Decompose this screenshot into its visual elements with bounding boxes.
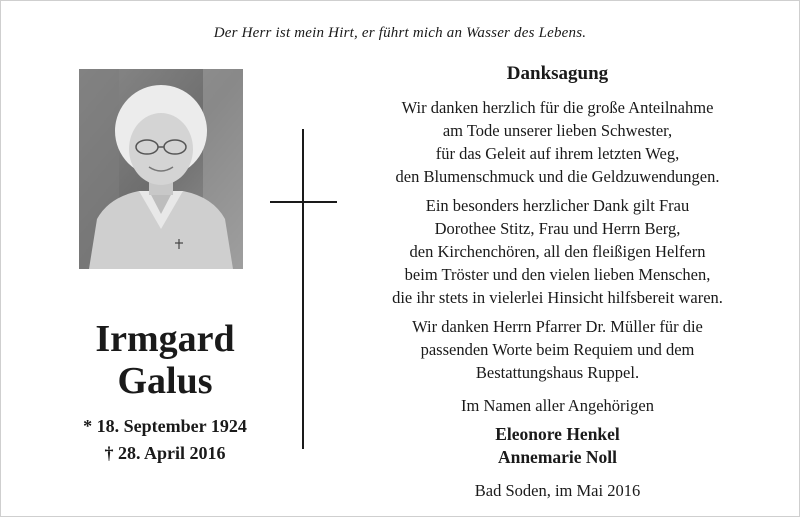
thanks-heading: Danksagung <box>506 63 609 84</box>
paragraph-line: für das Geleit auf ihrem letzten Weg, <box>435 144 680 163</box>
closing-line: Im Namen aller Angehörigen <box>461 396 654 415</box>
paragraph-line: Bestattungshaus Ruppel. <box>475 363 640 382</box>
signers <box>340 423 775 469</box>
bible-verse: Der Herr ist mein Hirt, er führt mich an Wasser des Lebens. <box>213 25 587 41</box>
birth-date: * 18. September 1924 <box>83 416 247 436</box>
paragraph-line: Wir danken herzlich für die große Anteilnahme <box>401 98 714 117</box>
signer-name: Eleonore Henkel <box>495 424 620 444</box>
portrait-photo <box>79 69 243 269</box>
paragraph-line: passenden Worte beim Requiem und dem <box>420 340 695 359</box>
paragraph-line: am Tode unserer lieben Schwester, <box>442 121 673 140</box>
death-date: † 28. April 2016 <box>104 443 226 463</box>
paragraph-line: den Kirchenchören, all den fleißigen Helfern <box>409 242 706 261</box>
paragraph-3 <box>340 315 775 384</box>
last-name: Galus <box>117 360 213 402</box>
paragraph-line: Dorothee Stitz, Frau und Herrn Berg, <box>434 219 681 238</box>
paragraph-1 <box>340 96 775 188</box>
paragraph-line: Wir danken Herrn Pfarrer Dr. Müller für die <box>412 317 703 336</box>
paragraph-line: die ihr stets in vielerlei Hinsicht hilfsbereit waren. <box>392 288 723 307</box>
signer-name: Annemarie Noll <box>497 447 618 467</box>
cross-icon-bar <box>270 201 337 203</box>
paragraph-line: den Blumenschmuck und die Geldzuwendungen. <box>395 167 720 186</box>
thanks-text <box>340 62 775 502</box>
cross-icon <box>302 129 304 449</box>
first-name: Irmgard <box>95 318 235 360</box>
deceased-name <box>40 318 290 402</box>
paragraph-2 <box>340 194 775 309</box>
life-dates <box>40 413 290 467</box>
place-date: Bad Soden, im Mai 2016 <box>474 481 641 500</box>
paragraph-line: beim Tröster und den vielen lieben Menschen, <box>404 265 711 284</box>
paragraph-line: Ein besonders herzlicher Dank gilt Frau <box>425 196 690 215</box>
